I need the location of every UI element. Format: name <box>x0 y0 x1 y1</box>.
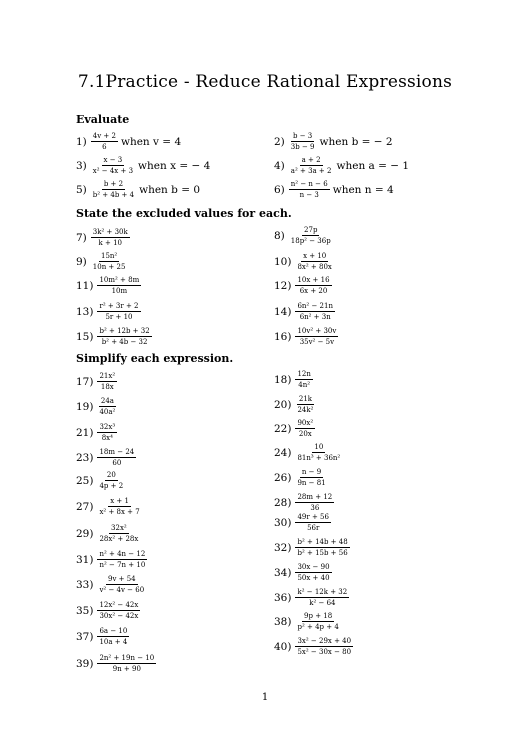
numerator: 24a <box>100 397 114 405</box>
denominator: 9n − 81 <box>297 479 326 487</box>
problem-28 <box>274 493 337 512</box>
fraction <box>295 276 331 295</box>
denominator: 8x⁴ <box>101 434 113 442</box>
fraction <box>97 276 141 295</box>
problem-number: 8) <box>274 229 285 242</box>
problem-34 <box>274 563 335 582</box>
numerator: 12n <box>297 370 311 378</box>
problem-10 <box>274 252 337 271</box>
denominator: 10a + 4 <box>99 638 128 646</box>
fraction <box>295 493 334 512</box>
numerator: n² + 4n − 12 <box>99 550 146 558</box>
fraction <box>295 327 338 346</box>
problem-number: 37) <box>76 630 94 643</box>
numerator: 3x² − 29x + 40 <box>297 637 352 645</box>
problem-number: 15) <box>76 330 94 343</box>
numerator: 32x³ <box>99 423 116 431</box>
denominator: 56r <box>307 524 320 532</box>
problem-number: 25) <box>76 474 94 487</box>
problem-number: 3) <box>76 159 87 172</box>
condition: when a = − 1 <box>336 159 410 172</box>
fraction <box>295 302 335 321</box>
numerator: 10v² + 30v <box>297 327 337 335</box>
problem-number: 10) <box>274 255 292 268</box>
fraction <box>91 228 130 247</box>
problem-30 <box>274 513 334 532</box>
fraction <box>97 372 117 391</box>
numerator: b − 3 <box>293 132 313 140</box>
problem-35 <box>76 601 143 620</box>
denominator: b² + 4b − 32 <box>101 338 148 346</box>
page-number: 1 <box>261 692 269 703</box>
problem-15 <box>76 327 155 346</box>
denominator: k² − 64 <box>309 599 336 607</box>
denominator: 24k² <box>297 406 314 414</box>
condition: when x = − 4 <box>138 159 211 172</box>
problem-37 <box>76 627 132 646</box>
problem-33 <box>76 575 149 594</box>
condition: when n = 4 <box>332 183 394 196</box>
section-heading-excluded: State the excluded values for each. <box>76 207 292 220</box>
numerator: 90x² <box>297 419 314 427</box>
problem-3 <box>76 156 210 175</box>
problem-number: 32) <box>274 541 292 554</box>
problem-number: 6) <box>274 183 285 196</box>
fraction <box>97 524 140 543</box>
numerator: 30x − 90 <box>297 563 330 571</box>
numerator: 4v + 2 <box>92 132 116 140</box>
problem-number: 35) <box>76 604 94 617</box>
problem-number: 23) <box>76 451 94 464</box>
problem-17 <box>76 372 120 391</box>
condition: when v = 4 <box>120 135 182 148</box>
condition: when b = 0 <box>139 183 201 196</box>
problem-number: 31) <box>76 553 94 566</box>
problem-number: 27) <box>76 500 94 513</box>
fraction <box>295 252 333 271</box>
problem-19 <box>76 397 120 416</box>
numerator: b² + 12b + 32 <box>99 327 150 335</box>
problem-number: 29) <box>76 527 94 540</box>
denominator: 20x <box>298 430 312 438</box>
numerator: a + 2 <box>301 156 321 164</box>
denominator: b² + 15b + 56 <box>297 549 348 557</box>
problem-25 <box>76 471 128 490</box>
denominator: 10n + 25 <box>92 263 126 271</box>
denominator: x² + 8x + 7 <box>99 508 140 516</box>
fraction <box>289 132 317 151</box>
problem-number: 11) <box>76 279 94 292</box>
denominator: 5r + 10 <box>105 313 133 321</box>
denominator: 3b − 9 <box>290 143 315 151</box>
problem-23 <box>76 448 139 467</box>
denominator: x² − 4x + 3 <box>92 167 134 175</box>
denominator: 81n³ + 36n² <box>297 454 341 462</box>
fraction <box>295 637 353 656</box>
problem-number: 4) <box>274 159 285 172</box>
problem-24 <box>274 443 345 462</box>
denominator: v² − 4v − 60 <box>99 586 145 594</box>
fraction <box>289 156 334 175</box>
numerator: 10m² + 8m <box>99 276 140 284</box>
denominator: 5x² − 30x − 80 <box>297 648 352 656</box>
fraction <box>295 395 315 414</box>
page-title: 7.1Practice - Reduce Rational Expressions <box>77 72 453 92</box>
problem-22 <box>274 419 318 438</box>
denominator: 28x² + 28x <box>99 535 139 543</box>
fraction <box>97 550 147 569</box>
numerator: x − 3 <box>103 156 123 164</box>
problem-38 <box>274 612 344 631</box>
fraction <box>91 156 135 175</box>
problem-number: 5) <box>76 183 87 196</box>
problem-18 <box>274 370 316 389</box>
denominator: p² + 4p + 4 <box>297 623 339 631</box>
problem-number: 2) <box>274 135 285 148</box>
fraction <box>91 132 118 151</box>
problem-8 <box>274 226 336 245</box>
problem-13 <box>76 302 144 321</box>
fraction <box>91 180 136 199</box>
numerator: 27p <box>304 226 318 234</box>
problem-number: 17) <box>76 375 94 388</box>
fraction <box>295 419 315 438</box>
problem-number: 12) <box>274 279 292 292</box>
numerator: k² − 12k + 32 <box>297 588 348 596</box>
problem-2 <box>274 132 393 151</box>
problem-number: 21) <box>76 426 94 439</box>
denominator: 8x² + 80x <box>297 263 332 271</box>
problem-number: 39) <box>76 657 94 670</box>
problem-number: 34) <box>274 566 292 579</box>
fraction <box>97 471 125 490</box>
fraction <box>295 588 349 607</box>
problem-number: 14) <box>274 305 292 318</box>
numerator: 6a − 10 <box>99 627 128 635</box>
numerator: 9p + 18 <box>304 612 333 620</box>
fraction <box>295 563 331 582</box>
problem-number: 18) <box>274 373 292 386</box>
problem-number: 24) <box>274 446 292 459</box>
numerator: 10 <box>314 443 324 451</box>
fraction <box>97 423 117 442</box>
denominator: 18x <box>100 383 114 391</box>
problem-number: 22) <box>274 422 292 435</box>
section-heading-simplify: Simplify each expression. <box>76 352 234 365</box>
fraction <box>295 612 340 631</box>
numerator: 20 <box>106 471 116 479</box>
numerator: 28m + 12 <box>297 493 333 501</box>
fraction <box>97 654 156 673</box>
problem-number: 38) <box>274 615 292 628</box>
problem-number: 19) <box>76 400 94 413</box>
fraction <box>289 226 333 245</box>
problem-number: 13) <box>76 305 94 318</box>
denominator: 10m <box>111 287 128 295</box>
problem-5 <box>76 180 200 199</box>
problem-40 <box>274 637 356 656</box>
numerator: 10x + 16 <box>297 276 330 284</box>
numerator: 3k² + 30k <box>92 228 128 236</box>
fraction <box>97 627 129 646</box>
denominator: 18p² − 36p <box>290 237 331 245</box>
denominator: n² − 7n + 10 <box>99 561 146 569</box>
problem-31 <box>76 550 150 569</box>
fraction <box>97 327 151 346</box>
fraction <box>295 538 349 557</box>
problem-number: 7) <box>76 231 87 244</box>
denominator: 40a² <box>99 408 116 416</box>
denominator: 9n + 90 <box>112 665 141 673</box>
problem-16 <box>274 327 341 346</box>
problem-27 <box>76 497 145 516</box>
fraction <box>97 601 140 620</box>
denominator: 4n² <box>298 381 311 389</box>
denominator: 6n² + 3n <box>299 313 331 321</box>
problem-32 <box>274 538 353 557</box>
numerator: 49r + 56 <box>297 513 329 521</box>
problem-4 <box>274 156 409 175</box>
numerator: 12x² − 42x <box>99 601 139 609</box>
numerator: 15n² <box>100 252 118 260</box>
numerator: 6n² − 21n <box>297 302 333 310</box>
numerator: r² + 3r + 2 <box>99 302 139 310</box>
numerator: 21x² <box>99 372 116 380</box>
fraction <box>97 448 136 467</box>
condition: when b = − 2 <box>319 135 393 148</box>
fraction <box>97 575 146 594</box>
numerator: b + 2 <box>103 180 124 188</box>
denominator: n − 3 <box>299 191 319 199</box>
numerator: 32x² <box>111 524 127 532</box>
problem-6 <box>274 180 394 199</box>
denominator: 36 <box>310 504 320 512</box>
section-heading-evaluate: Evaluate <box>76 113 130 126</box>
denominator: k + 10 <box>98 239 122 247</box>
problem-14 <box>274 302 338 321</box>
fraction <box>295 443 342 462</box>
numerator: x + 10 <box>303 252 327 260</box>
problem-9 <box>76 252 130 271</box>
numerator: x + 1 <box>110 497 129 505</box>
numerator: 2n² + 19n − 10 <box>99 654 155 662</box>
numerator: 21k <box>298 395 313 403</box>
denominator: 4p + 2 <box>99 482 124 490</box>
fraction <box>295 468 327 487</box>
problem-number: 9) <box>76 255 87 268</box>
problem-21 <box>76 423 120 442</box>
denominator: 60 <box>112 459 122 467</box>
fraction <box>289 180 330 199</box>
problem-36 <box>274 588 352 607</box>
problem-number: 26) <box>274 471 292 484</box>
problem-29 <box>76 524 143 543</box>
problem-number: 1) <box>76 135 87 148</box>
numerator: n − 9 <box>301 468 322 476</box>
fraction <box>91 252 128 271</box>
problem-number: 20) <box>274 398 292 411</box>
problem-11 <box>76 276 144 295</box>
denominator: 30x² − 42x <box>99 612 139 620</box>
denominator: 50x + 40 <box>297 574 330 582</box>
fraction <box>97 302 140 321</box>
numerator: 9v + 54 <box>108 575 136 583</box>
denominator: 6x + 20 <box>299 287 328 295</box>
problem-number: 36) <box>274 591 292 604</box>
denominator: 35v² − 5v <box>299 338 335 346</box>
numerator: 18m − 24 <box>99 448 135 456</box>
problem-number: 16) <box>274 330 292 343</box>
problem-39 <box>76 654 159 673</box>
problem-12 <box>274 276 335 295</box>
denominator: 6 <box>102 143 107 151</box>
problem-26 <box>274 468 331 487</box>
denominator: a² + 3a + 2 <box>290 167 332 175</box>
denominator: b² + 4b + 4 <box>92 191 135 199</box>
fraction <box>97 397 117 416</box>
problem-7 <box>76 228 133 247</box>
problem-number: 33) <box>76 578 94 591</box>
fraction <box>295 513 330 532</box>
problem-number: 30) <box>274 516 292 529</box>
problem-1 <box>76 132 181 151</box>
fraction <box>97 497 141 516</box>
problem-20 <box>274 395 318 414</box>
numerator: n² − n − 6 <box>290 180 328 188</box>
problem-number: 40) <box>274 640 292 653</box>
numerator: b² + 14b + 48 <box>297 538 348 546</box>
problem-number: 28) <box>274 496 292 509</box>
fraction <box>295 370 312 389</box>
